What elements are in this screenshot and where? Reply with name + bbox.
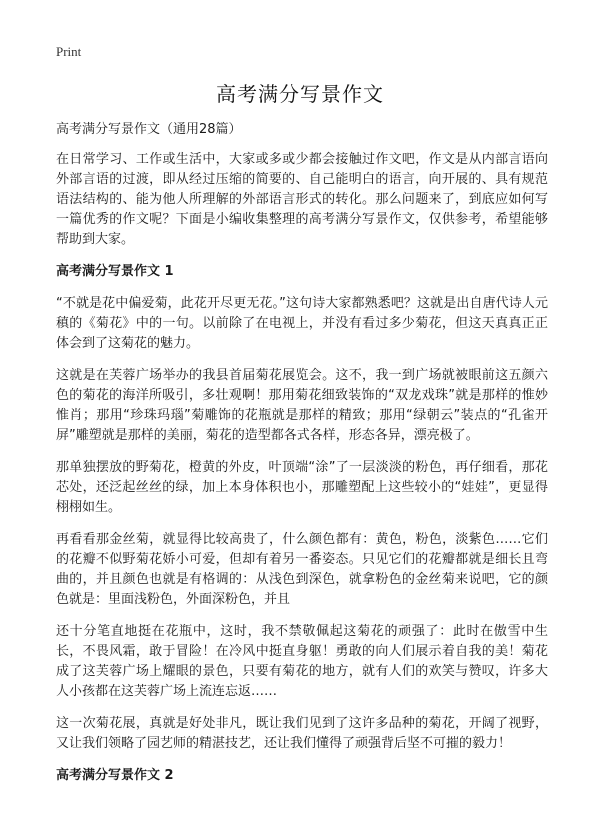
page-title: 高考满分写景作文 [216,82,384,106]
section-heading-2: 高考满分写景作文 2 [56,768,174,783]
section1-paragraph-2: 这就是在芙蓉广场举办的我县首届菊花展览会。这不，我一到广场就被眼前这五颜六色的菊花的海洋所吸引，多壮观啊！那用菊花细致装饰的“双龙戏珠”就是那样的惟妙惟肖；那用“珍珠玛瑙”菊雕饰的花瓶就是那样的精致；那用“绿朝云”装点的“孔雀开屏”雕塑就是那样的美丽，菊花的造型都各式各样，形态各异，漂亮极了。 [56,368,548,443]
section1-paragraph-3: 那单独摆放的野菊花，橙黄的外皮，叶顶端“涂”了一层淡淡的粉色，再仔细看，那花芯处，还泛起丝丝的绿，加上本身体积也小，那雕塑配上这些较小的“娃娃”，更显得栩栩如生。 [56,460,548,515]
intro-paragraph: 在日常学习、工作或生活中，大家或多或少都会接触过作文吧，作文是从内部言语向外部言语的过渡，即从经过压缩的简要的、自己能明白的语言，向开展的、具有规范语法结构的、能为他人所理解的外部语言形式的转化。那么问题来了，到底应如何写一篇优秀的作文呢？下面是小编收集整理的高考满分写景作文，仅供参考，希望能够帮助到大家。 [56,152,548,247]
document-body [56,120,548,798]
section1-paragraph-1: “不就是花中偏爱菊，此花开尽更无花。”这句诗大家都熟悉吧？这就是出自唐代诗人元稹的《菊花》中的一句。以前除了在电视上，并没有看过多少菊花，但这天真真正正体会到了这菊花的魅力。 [56,296,548,351]
section1-paragraph-4: 再看看那金丝菊，就显得比较高贵了，什么颜色都有：黄色，粉色，淡紫色……它们的花瓣不似野菊花娇小可爱，但却有着另一番姿态。只见它们的花瓣都就是细长且弯曲的，并且颜色也就是有格调的：从浅色到深色，就拿粉色的金丝菊来说吧，它的颜色就是：里面浅粉色，外面深粉色，并且 [56,532,548,607]
section1-paragraph-6: 这一次菊花展，真就是好处非凡，既让我们见到了这许多品种的菊花，开阔了视野，又让我们领略了园艺师的精湛技艺，还让我们懂得了顽强背后坚不可摧的毅力！ [56,716,548,751]
print-link[interactable]: Print [56,44,82,59]
document-subtitle: 高考满分写景作文（通用28篇） [56,122,242,137]
section1-paragraph-5: 还十分笔直地挺在花瓶中，这时，我不禁敬佩起这菊花的顽强了：此时在傲雪中生长，不畏风霜，敢于冒险！在冷风中挺直身躯！勇敢的向人们展示着自我的美！菊花成了这芙蓉广场上耀眼的景色，只要有菊花的地方，就有人们的欢笑与赞叹，许多大人小孩都在这芙蓉广场上流连忘返…… [56,624,548,699]
section-heading-1: 高考满分写景作文 1 [56,264,174,279]
